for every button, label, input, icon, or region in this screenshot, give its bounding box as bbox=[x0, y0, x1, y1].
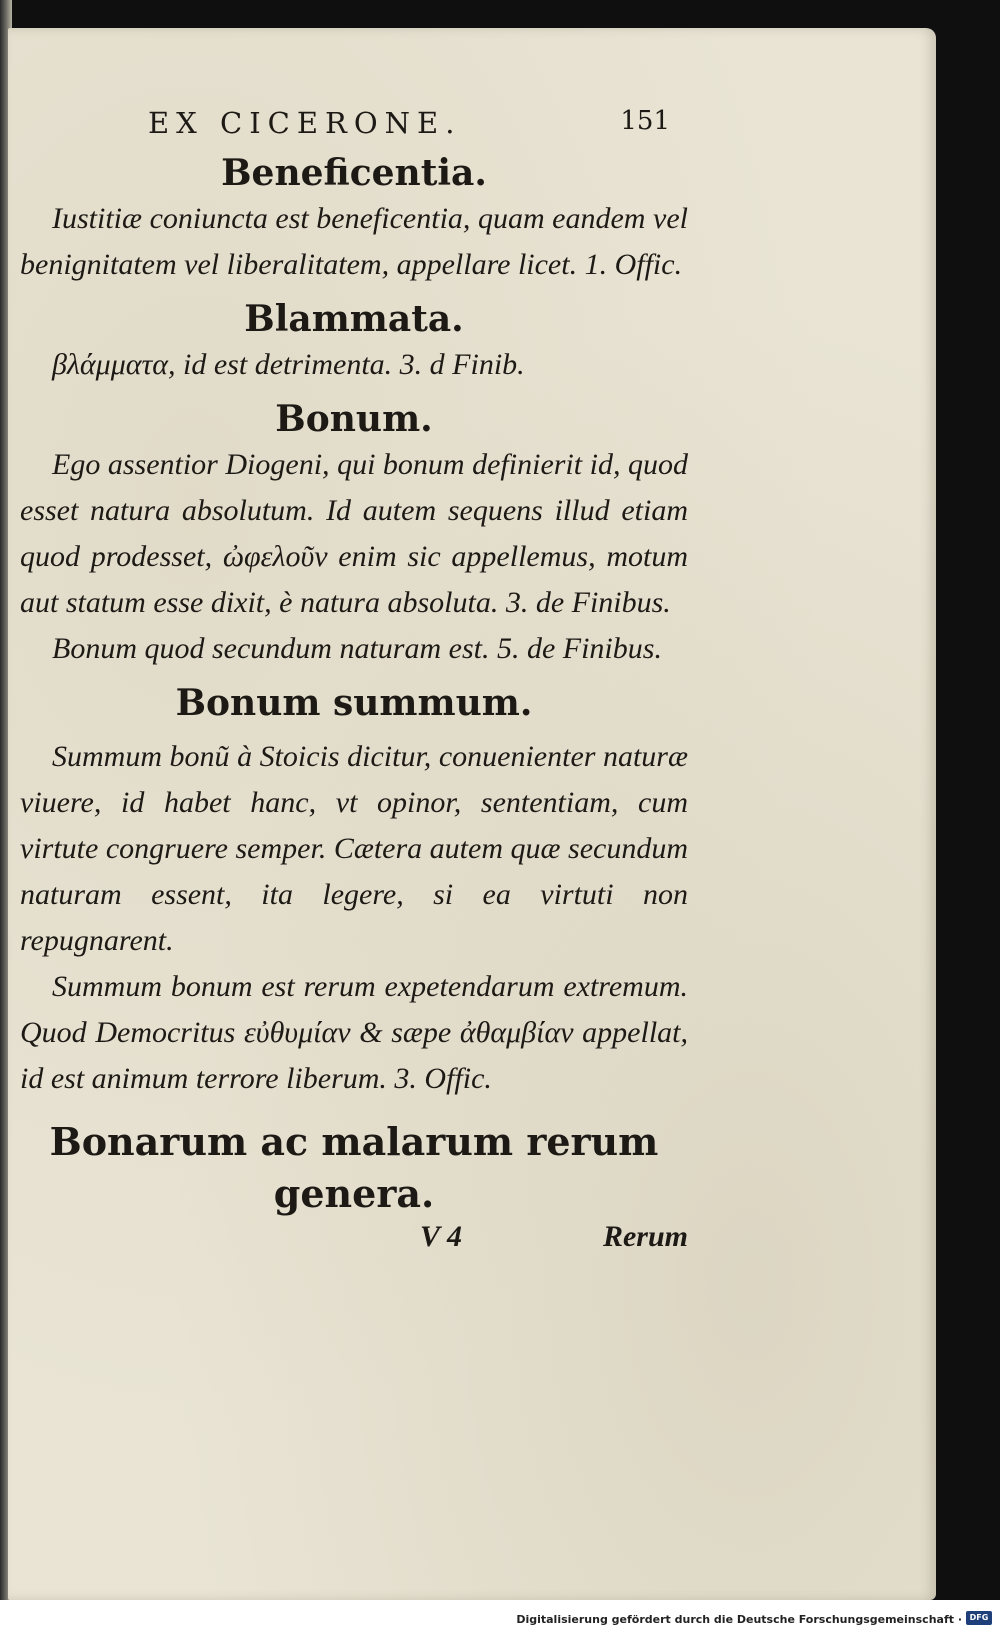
signature-mark: V 4 bbox=[420, 1220, 462, 1253]
entry-heading-beneficentia: Beneficentia. bbox=[221, 152, 487, 194]
entry-paragraph: Ego assentior Diogeni, qui bonum definierit id, quod esset natura absolutum. Id autem sequens illud etiam quod prodesset, ὠφελοῦν enim sic appellemus, motum aut statum esse dixit, è natura absoluta. 3. de Finibus. bbox=[20, 448, 688, 619]
funding-credit: Digitalisierung gefördert durch die Deutsche Forschungsgemeinschaft · bbox=[516, 1613, 962, 1626]
book-page bbox=[8, 28, 936, 1600]
dfg-logo: DFG bbox=[966, 1611, 992, 1625]
page-foot bbox=[20, 1220, 688, 1266]
catchword: Rerum bbox=[602, 1220, 688, 1253]
entry-heading-bonum-summum: Bonum summum. bbox=[175, 682, 533, 724]
entry-paragraph: Summum bonũ à Stoicis dicitur, conuenienter naturæ viuere, id habet hanc, vt opinor, sententiam, cum virtute congruere semper. Cætera autem quæ secundum naturam essent, ita legere, si ea virtuti non repugnarent. bbox=[20, 740, 688, 957]
entry-paragraph: Summum bonum est rerum expetendarum extremum. Quod Democritus εὐθυμίαν & sæpe ἀθαμβίαν appellat, id est animum terrore liberum. 3. Offic. bbox=[20, 970, 688, 1095]
entry-heading-blammata: Blammata. bbox=[244, 298, 464, 340]
text-block bbox=[20, 106, 688, 1266]
running-head-title: EX CICERONE. bbox=[148, 106, 462, 140]
entry-paragraph: Bonum quod secundum naturam est. 5. de Finibus. bbox=[52, 632, 662, 665]
entry-heading-bonarum-genera: Bonarum ac malarum rerum genera. bbox=[49, 1119, 659, 1216]
page-number: 151 bbox=[620, 106, 670, 136]
entry-paragraph: Iustitiæ coniuncta est beneficentia, quam eandem vel benignitatem vel liberalitatem, appellare licet. 1. Offic. bbox=[20, 202, 688, 281]
digitization-footer bbox=[0, 1600, 1000, 1642]
entry-paragraph: βλάμματα, id est detrimenta. 3. d Finib. bbox=[52, 348, 525, 381]
entry-heading-bonum: Bonum. bbox=[275, 398, 433, 440]
running-head bbox=[20, 106, 688, 150]
